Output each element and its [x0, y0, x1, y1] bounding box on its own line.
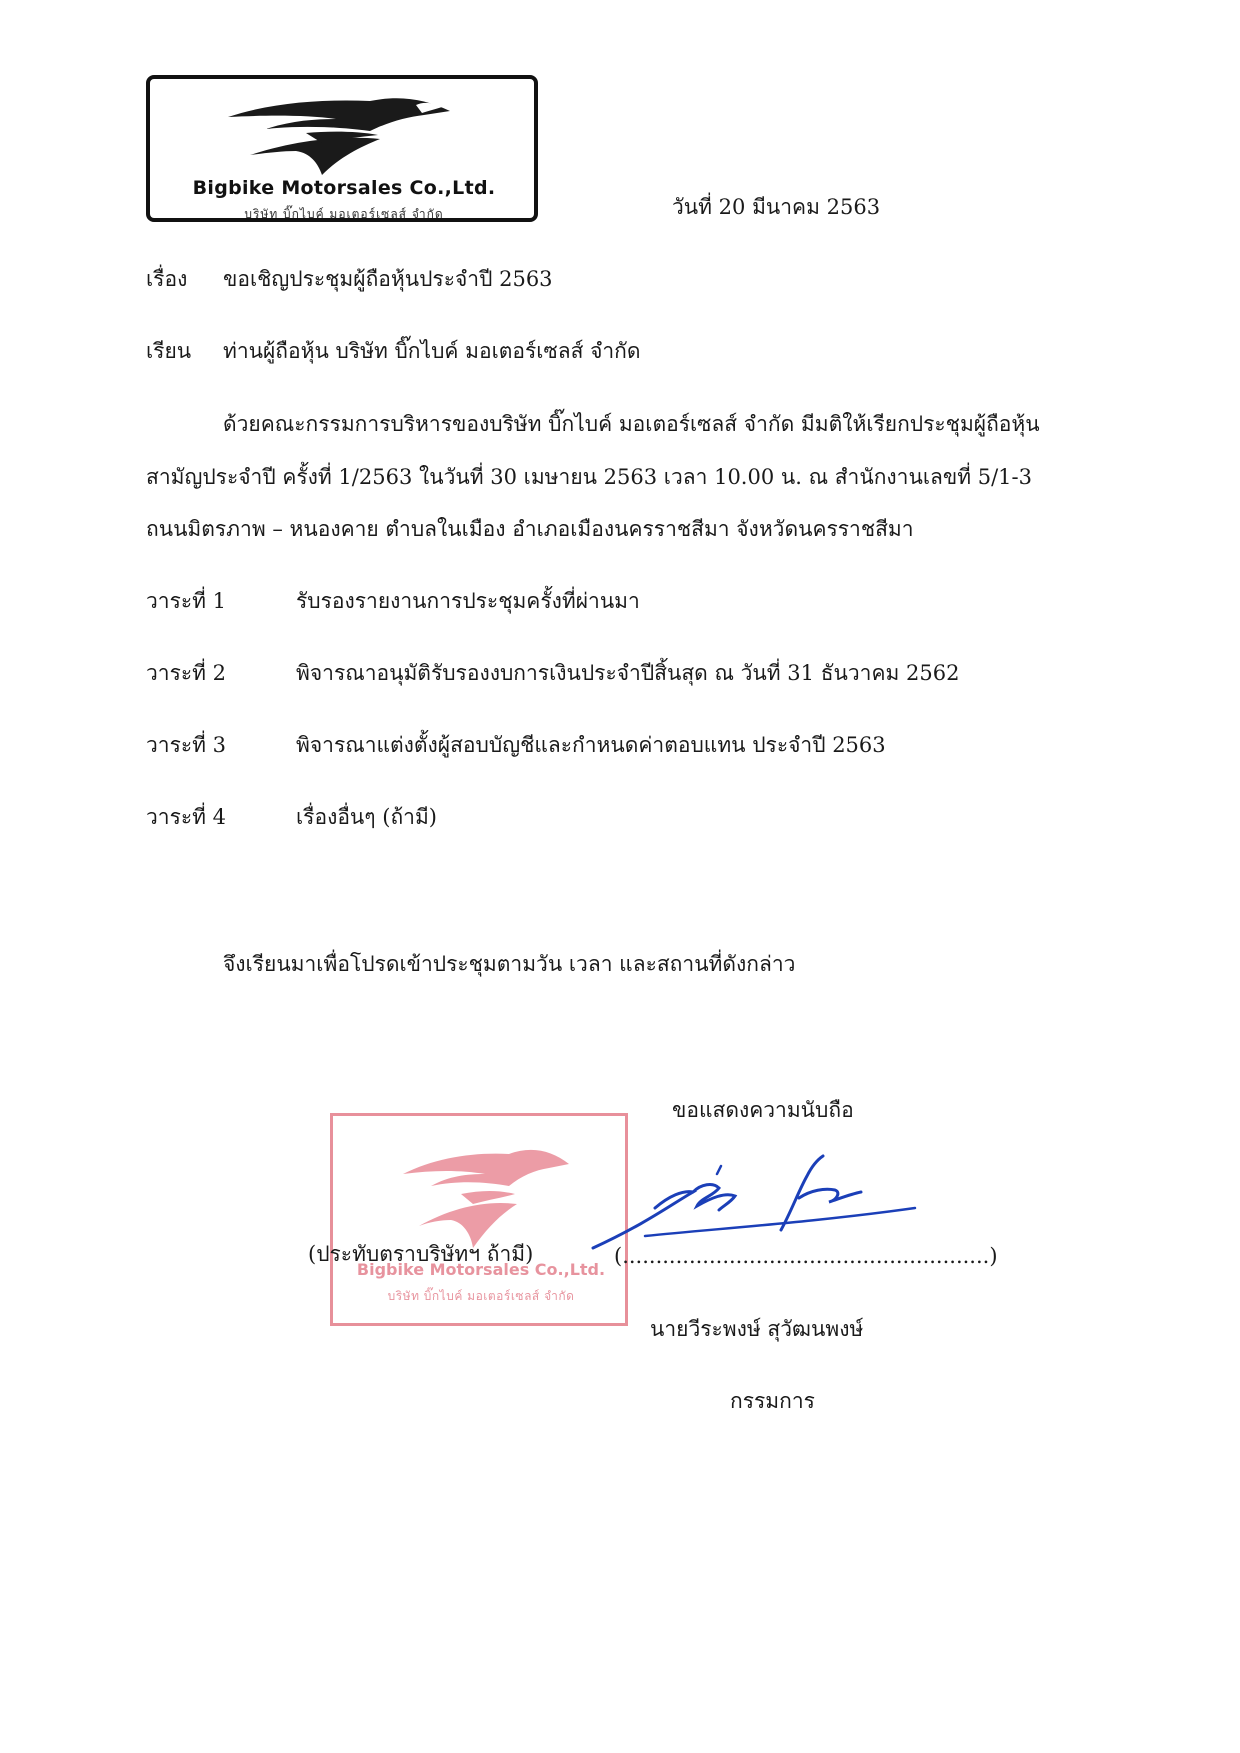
stamp-company-name-th: บริษัท บิ๊กไบค์ มอเตอร์เซลส์ จำกัด [387, 1289, 575, 1303]
recipient-text: ท่านผู้ถือหุ้น บริษัท บิ๊กไบค์ มอเตอร์เซลส์ จำกัด [223, 339, 641, 363]
company-logo [146, 75, 538, 222]
handwritten-signature [585, 1140, 925, 1260]
agenda-text-1: รับรองรายงานการประชุมครั้งที่ผ่านมา [296, 589, 640, 613]
agenda-text-3: พิจารณาแต่งตั้งผู้สอบบัญชีและกำหนดค่าตอบแทน ประจำปี 2563 [296, 733, 886, 757]
agenda-text-4: เรื่องอื่นๆ (ถ้ามี) [296, 805, 437, 829]
regards-text: ขอแสดงความนับถือ [672, 1098, 854, 1122]
stamp-eagle-icon [389, 1130, 579, 1250]
recipient-label: เรียน [146, 339, 192, 363]
logo-company-name-en: Bigbike Motorsales Co.,Ltd. [192, 177, 496, 199]
letter-date: วันที่ 20 มีนาคม 2563 [672, 195, 881, 219]
logo-company-name-th: บริษัท บิ๊กไบค์ มอเตอร์เซลส์ จำกัด [244, 207, 444, 221]
stamp-company-name-en: Bigbike Motorsales Co.,Ltd. [356, 1260, 606, 1279]
signer-title: กรรมการ [730, 1389, 815, 1413]
body-line-2: สามัญประจำปี ครั้งที่ 1/2563 ในวันที่ 30 เมษายน 2563 เวลา 10.00 น. ณ สำนักงานเลขที่ 5/1-3 [146, 465, 1032, 489]
subject-label: เรื่อง [146, 267, 188, 291]
signature-line: (.......................................................) [614, 1244, 998, 1268]
agenda-text-2: พิจารณาอนุมัติรับรองงบการเงินประจำปีสิ้นสุด ณ วันที่ 31 ธันวาคม 2562 [296, 661, 960, 685]
agenda-label-3: วาระที่ 3 [146, 733, 227, 757]
eagle-logo-icon [210, 85, 470, 177]
company-stamp [330, 1113, 628, 1326]
agenda-label-4: วาระที่ 4 [146, 805, 227, 829]
body-line-3: ถนนมิตรภาพ – หนองคาย ตำบลในเมือง อำเภอเมืองนครราชสีมา จังหวัดนครราชสีมา [146, 517, 914, 541]
agenda-label-2: วาระที่ 2 [146, 661, 227, 685]
agenda-label-1: วาระที่ 1 [146, 589, 227, 613]
body-line-1: ด้วยคณะกรรมการบริหารของบริษัท บิ๊กไบค์ มอเตอร์เซลส์ จำกัด มีมติให้เรียกประชุมผู้ถือหุ้น [223, 412, 1040, 436]
stamp-note: (ประทับตราบริษัทฯ ถ้ามี) [308, 1242, 534, 1266]
closing-text: จึงเรียนมาเพื่อโปรดเข้าประชุมตามวัน เวลา และสถานที่ดังกล่าว [223, 952, 796, 976]
signer-name: นายวีระพงษ์ สุวัฒนพงษ์ [650, 1317, 864, 1341]
subject-text: ขอเชิญประชุมผู้ถือหุ้นประจำปี 2563 [223, 267, 553, 291]
